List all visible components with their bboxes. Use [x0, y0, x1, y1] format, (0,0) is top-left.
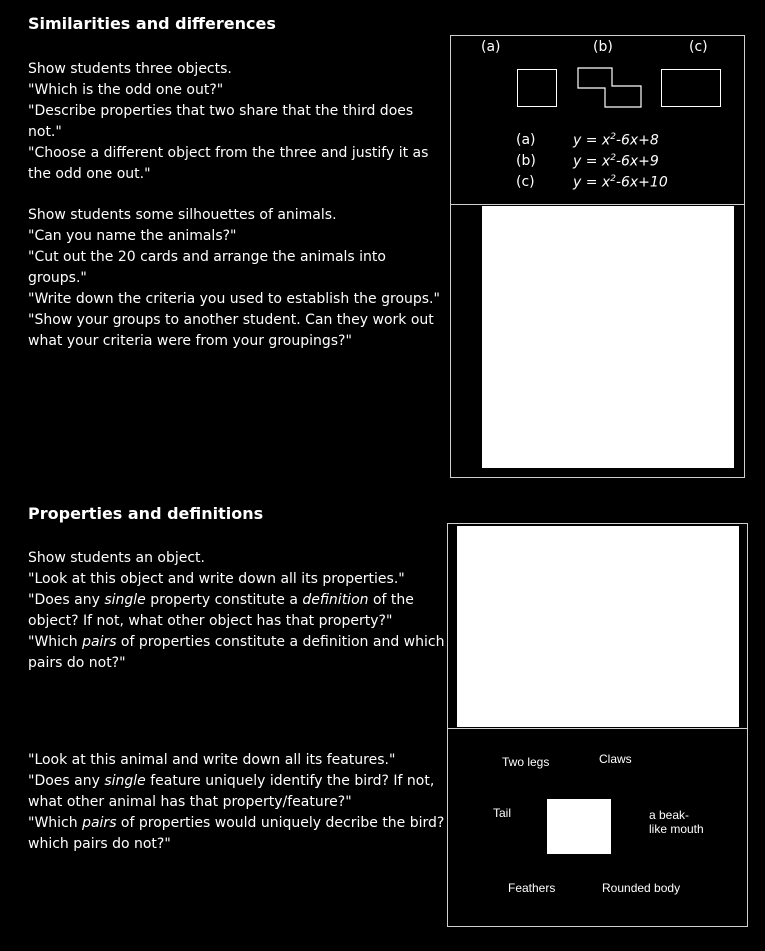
object-image-panel: [447, 523, 748, 730]
equation-row: [516, 174, 716, 194]
rectangle-shape: [661, 69, 721, 107]
intro-line: Show students three objects.: [28, 61, 232, 77]
equation-formula: $y = x^2-6x+8$: [573, 132, 659, 149]
object-image: [457, 526, 739, 727]
equation-letter: (c): [516, 174, 535, 190]
properties-object-text: [28, 548, 446, 674]
object-line: "Look at this object and write down all its properties.": [28, 571, 405, 587]
object-line: "Which pairs of properties constitute a definition and which pairs do not?": [28, 634, 445, 671]
column-label-c: (c): [689, 39, 708, 55]
object-line: Show students an object.: [28, 550, 205, 566]
bird-features-panel: [447, 728, 748, 927]
intro-line: "Which is the odd one out?": [28, 82, 224, 98]
animal-silhouettes-panel: [450, 204, 745, 478]
animal-line: Show students some silhouettes of animals.: [28, 207, 337, 223]
equation-formula: $y = x^2-6x+10$: [573, 174, 668, 191]
odd-one-out-panel: [450, 35, 745, 205]
animal-line: "Does any single feature uniquely identify the bird? If not, what other animal has that property/feature?": [28, 773, 435, 810]
feature-label-feathers: Feathers: [508, 881, 556, 895]
animal-line: "Cut out the 20 cards and arrange the animals into groups.": [28, 249, 386, 286]
equation-formula: $y = x^2-6x+9$: [573, 153, 659, 170]
equation-letter: (a): [516, 132, 536, 148]
object-line: "Does any single property constitute a definition of the object? If not, what other object has that property?": [28, 592, 414, 629]
column-label-b: (b): [593, 39, 613, 55]
feature-label-beak: a beak- like mouth: [649, 808, 704, 836]
equation-row: [516, 132, 716, 152]
section-heading-properties: Properties and definitions: [28, 504, 264, 523]
feature-label-rounded-body: Rounded body: [602, 881, 681, 895]
animal-silhouettes-image: [482, 206, 734, 468]
column-label-a: (a): [481, 39, 501, 55]
section-heading-similarities: Similarities and differences: [28, 14, 276, 33]
properties-animal-text: [28, 750, 446, 855]
similarities-intro-text: [28, 59, 446, 185]
animal-line: "Look at this animal and write down all its features.": [28, 752, 396, 768]
intro-line: "Choose a different object from the three and justify it as the odd one out.": [28, 145, 429, 182]
equation-row: [516, 153, 716, 173]
feature-label-two-legs: Two legs: [502, 755, 550, 769]
animal-line: "Can you name the animals?": [28, 228, 237, 244]
animal-line: "Show your groups to another student. Can they work out what your criteria were from your groupings?": [28, 312, 434, 349]
feature-label-tail: Tail: [493, 806, 512, 820]
feature-label-claws: Claws: [599, 752, 632, 766]
square-shape: [517, 69, 557, 107]
polyomino-shape: [576, 66, 644, 110]
similarities-animal-text: [28, 205, 446, 352]
equation-letter: (b): [516, 153, 536, 169]
animal-line: "Which pairs of properties would uniquely decribe the bird? which pairs do not?": [28, 815, 445, 852]
intro-line: "Describe properties that two share that the third does not.": [28, 103, 414, 140]
animal-line: "Write down the criteria you used to establish the groups.": [28, 291, 440, 307]
bird-image: [547, 799, 611, 854]
